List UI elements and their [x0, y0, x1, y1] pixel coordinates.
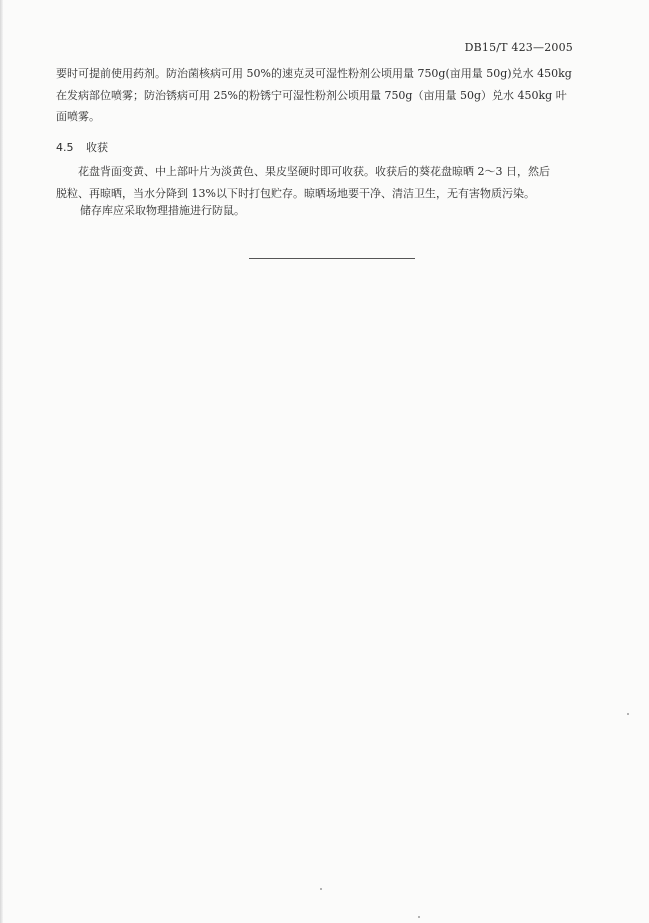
document-number: DB15/T 423—2005: [464, 41, 573, 54]
scan-speck: [320, 888, 322, 890]
paragraph-storage: 储存库应采取物理措施进行防鼠。: [80, 204, 245, 217]
scan-edge: [0, 0, 3, 923]
paragraph-line: 面喷雾。: [56, 110, 100, 123]
paragraph-line: 花盘背面变黄、中上部叶片为淡黄色、果皮坚硬时即可收获。收获后的葵花盘晾晒 2～3 日，然后: [56, 165, 550, 178]
paragraph-pest-control: [56, 63, 572, 128]
paragraph-harvest: [56, 151, 550, 204]
scan-speck: [627, 713, 629, 715]
paragraph-line: 脱粒、再晾晒，当水分降到 13%以下时打包贮存。晾晒场地要干净、清洁卫生，无有害物质污染。: [56, 186, 535, 200]
section-number: 4.5: [56, 141, 74, 154]
paragraph-line: 要时可提前使用药剂。防治菌核病可用 50%的速克灵可湿性粉剂公顷用量 750g(亩用量 50g)兑水 450kg: [56, 67, 572, 80]
scan-speck: [418, 916, 420, 918]
section-title: 收获: [86, 141, 108, 154]
end-of-document-rule: [249, 258, 415, 259]
paragraph-line: 在发病部位喷雾；防治锈病可用 25%的粉锈宁可湿性粉剂公顷用量 750g（亩用量 50g）兑水 450kg 叶: [56, 88, 567, 102]
